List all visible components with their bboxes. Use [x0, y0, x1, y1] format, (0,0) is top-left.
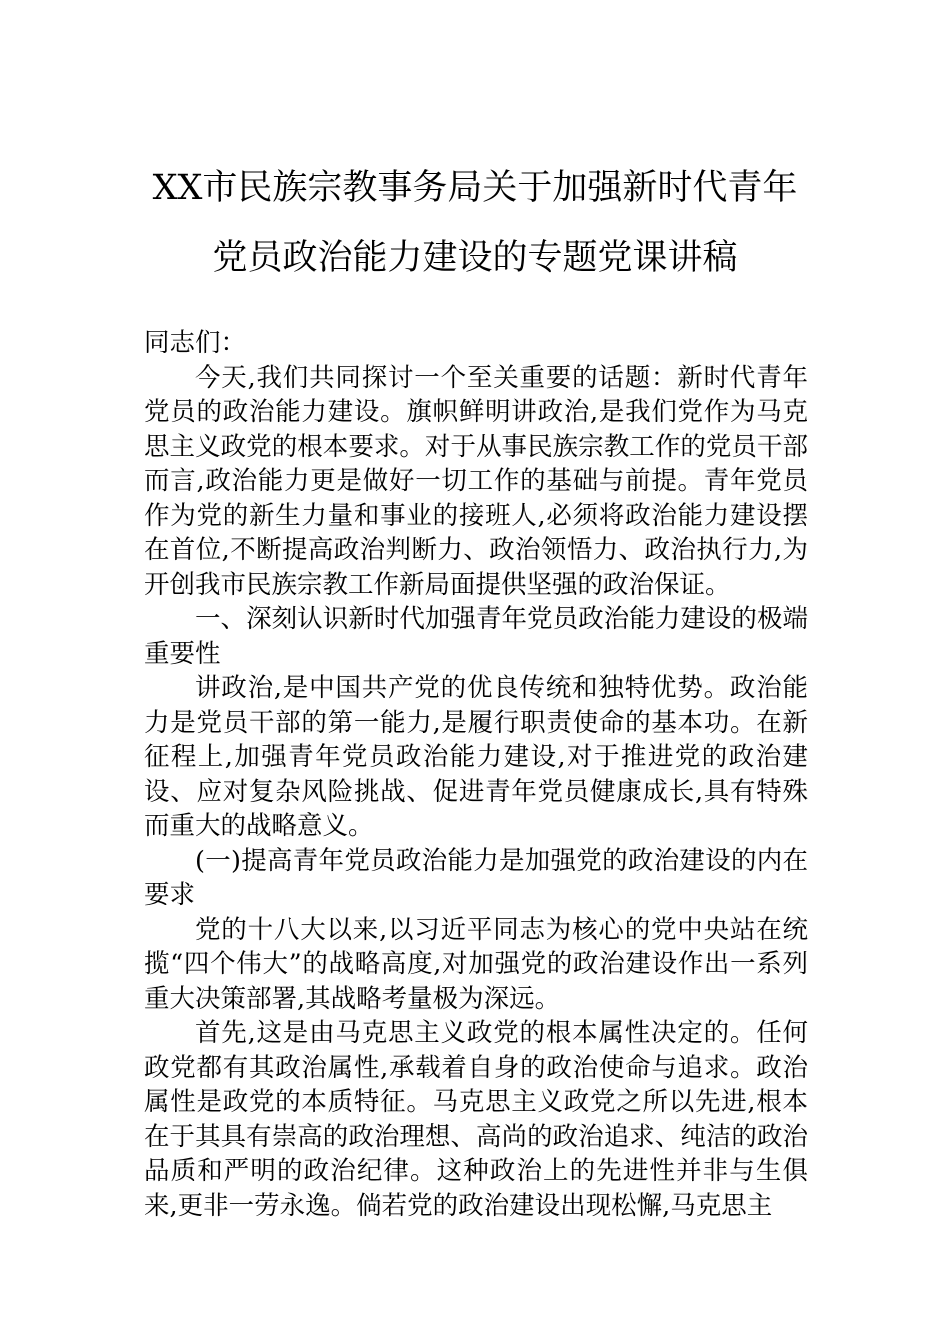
paragraph-intro: 今天,我们共同探讨一个至关重要的话题：新时代青年党员的政治能力建设。旗帜鲜明讲政治,是我们党作为马克思主义政党的根本要求。对于从事民族宗教工作的党员干部而言,政治能力更是做好一切工作的基础与前提。青年党员作为党的新生力量和事业的接班人,必须将政治能力建设摆在首位,不断提高政治判断力、政治领悟力、政治执行力,为开创我市民族宗教工作新局面提供坚强的政治保证。 — [144, 362, 808, 600]
salutation: 同志们： — [144, 328, 247, 358]
document-title-line-2: 党员政治能力建设的专题党课讲稿 — [212, 238, 738, 278]
paragraph: 党的十八大以来,以习近平同志为核心的党中央站在统揽“四个伟大”的战略高度,对加强党的政治建设作出一系列重大决策部署,其战略考量极为深远。 — [144, 914, 808, 1014]
subsection-heading-1: (一)提高青年党员政治能力是加强党的政治建设的内在要求 — [144, 845, 808, 910]
document-title-line-1: XX市民族宗教事务局关于加强新时代青年 — [152, 168, 798, 208]
paragraph: 首先,这是由马克思主义政党的根本属性决定的。任何政党都有其政治属性,承载着自身的政治使命与追求。政治属性是政党的本质特征。马克思主义政党之所以先进,根本在于其具有崇高的政治理想、高尚的政治追求、纯洁的政治品质和严明的政治纪律。这种政治上的先进性并非与生俱来,更非一劳永逸。倘若党的政治建设出现松懈,马克思主 — [144, 1018, 808, 1221]
paragraph: 讲政治,是中国共产党的优良传统和独特优势。政治能力是党员干部的第一能力,是履行职责使命的基本功。在新征程上,加强青年党员政治能力建设,对于推进党的政治建设、应对复杂风险挑战、促进青年党员健康成长,具有特殊而重大的战略意义。 — [144, 673, 808, 841]
document-body — [144, 326, 808, 1223]
section-heading-1: 一、深刻认识新时代加强青年党员政治能力建设的极端重要性 — [144, 604, 808, 669]
